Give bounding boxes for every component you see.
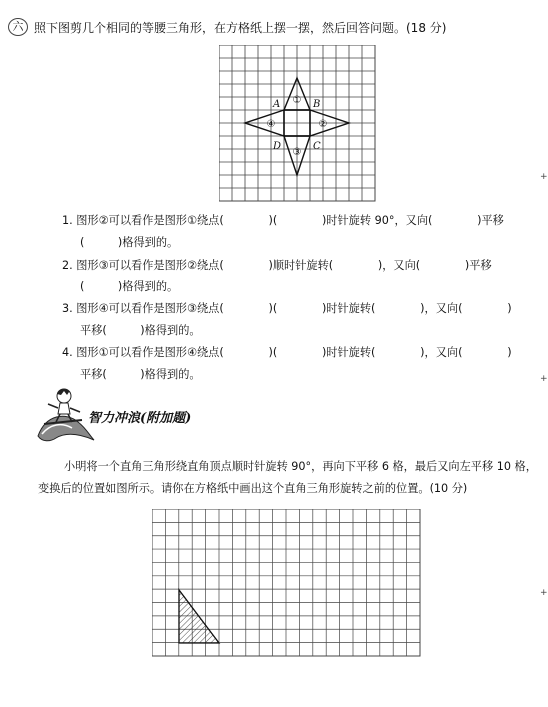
triangle-1-label: ① xyxy=(292,95,302,106)
question-4-cont: 平移( )格得到的。 xyxy=(80,368,201,381)
triangle-2-label: ② xyxy=(318,119,328,130)
margin-mark: + xyxy=(540,588,548,598)
hatched-right-triangle xyxy=(179,590,219,643)
question-1-cont: ( )格得到的。 xyxy=(80,236,179,249)
question-3: 3. 图形④可以看作是图形③绕点( )( )时针旋转( )，又向( ) xyxy=(62,302,512,315)
section-heading xyxy=(8,18,446,36)
bonus-title: 智力冲浪(附加题) xyxy=(88,411,192,426)
question-2: 2. 图形③可以看作是图形②绕点( )顺时针旋转( )，又向( )平移 xyxy=(62,259,492,272)
question-1: 1. 图形②可以看作是图形①绕点( )( )时针旋转 90°，又向( )平移 xyxy=(62,214,504,227)
section-number: 六 xyxy=(8,18,28,36)
question-3-cont: 平移( )格得到的。 xyxy=(80,324,201,337)
triangle-3-label: ③ xyxy=(292,147,302,158)
label-C: C xyxy=(313,141,321,152)
section-title: 照下图剪几个相同的等腰三角形，在方格纸上摆一摆，然后回答问题。(18 分) xyxy=(34,20,447,35)
surfer-illustration-icon xyxy=(36,384,96,446)
question-2-cont: ( )格得到的。 xyxy=(80,280,179,293)
label-D: D xyxy=(273,141,282,152)
triangle-4-label: ④ xyxy=(266,119,276,130)
answer-grid[interactable] xyxy=(152,509,422,659)
margin-mark: + xyxy=(540,374,548,384)
label-B: B xyxy=(313,99,321,110)
margin-mark: + xyxy=(540,172,548,182)
bonus-paragraph: 小明将一个直角三角形绕直角顶点顺时针旋转 90°，再向下平移 6 格，最后又向左平移 10 格，变换后的位置如图所示。请你在方格纸中画出这个直角三角形旋转之前的位置。(10 分) xyxy=(38,460,537,495)
triangle-grid-figure xyxy=(219,45,379,205)
label-A: A xyxy=(273,99,281,110)
question-4: 4. 图形①可以看作是图形④绕点( )( )时针旋转( )，又向( ) xyxy=(62,346,512,359)
